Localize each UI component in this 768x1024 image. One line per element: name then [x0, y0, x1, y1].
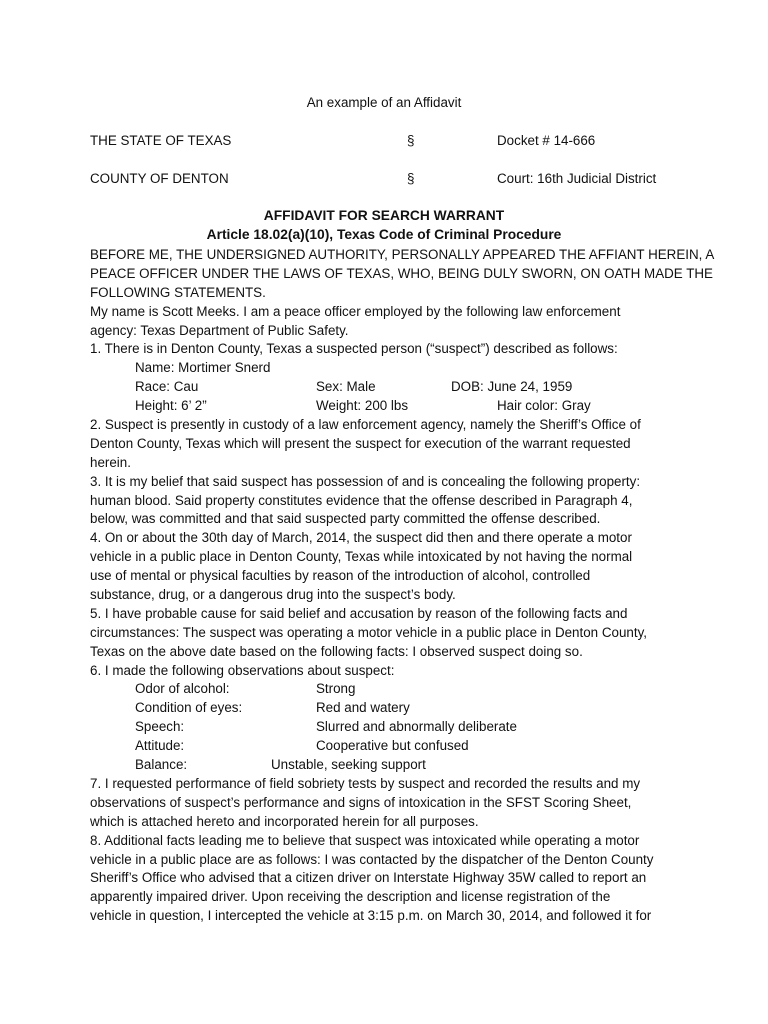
- body-line: vehicle in a public place are as follows: I was contacted by the dispatcher of the Denton County: [90, 851, 654, 867]
- body-line: vehicle in question, I intercepted the vehicle at 3:15 p.m. on March 30, 2014, and followed it for: [90, 908, 652, 924]
- observation-row: [90, 680, 690, 699]
- affidavit-subtitle: Article 18.02(a)(10), Texas Code of Criminal Procedure: [206, 227, 562, 242]
- body-line: which is attached hereto and incorporated herein for all purposes.: [90, 813, 479, 829]
- body-line: 7. I requested performance of field sobriety tests by suspect and recorded the results and my: [90, 775, 641, 791]
- body-line: agency: Texas Department of Public Safety.: [90, 322, 349, 338]
- observation-value: Cooperative but confused: [316, 738, 469, 754]
- court-name: Court: 16th Judicial District: [497, 171, 657, 186]
- body-line: Denton County, Texas which will present the suspect for execution of the warrant requested: [90, 435, 631, 451]
- suspect-hair: Hair color: Gray: [497, 398, 591, 414]
- observation-value: Unstable, seeking support: [271, 757, 426, 773]
- observation-label: Speech:: [135, 719, 185, 735]
- affidavit-title: AFFIDAVIT FOR SEARCH WARRANT: [263, 208, 505, 223]
- affidavit-body: [90, 246, 715, 926]
- suspect-name: Name: Mortimer Snerd: [135, 360, 271, 376]
- suspect-row: [90, 378, 690, 397]
- observation-row: [90, 756, 690, 775]
- county-label: COUNTY OF DENTON: [90, 171, 229, 186]
- suspect-race: Race: Cau: [135, 379, 199, 395]
- suspect-height: Height: 6’ 2”: [135, 398, 207, 414]
- body-line: vehicle in a public place in Denton County, Texas while intoxicated by not having the normal: [90, 549, 633, 565]
- observation-label: Balance:: [135, 757, 188, 773]
- suspect-sex: Sex: Male: [316, 379, 376, 395]
- docket-number: Docket # 14-666: [497, 133, 596, 148]
- observation-value: Red and watery: [316, 700, 410, 716]
- state-label: THE STATE OF TEXAS: [90, 133, 232, 148]
- observation-label: Odor of alcohol:: [135, 681, 230, 697]
- observation-label: Condition of eyes:: [135, 700, 243, 716]
- body-line: observations of suspect’s performance and signs of intoxication in the SFST Scoring Sheet,: [90, 794, 632, 810]
- observation-row: [90, 737, 690, 756]
- body-line: below, was committed and that said suspected party committed the offense described.: [90, 511, 601, 527]
- body-line: 4. On or about the 30th day of March, 2014, the suspect did then and there operate a motor: [90, 530, 632, 546]
- suspect-weight: Weight: 200 lbs: [316, 398, 409, 414]
- section-symbol: §: [407, 133, 415, 148]
- body-line: herein.: [90, 454, 131, 470]
- section-symbol: §: [407, 171, 415, 186]
- suspect-row: [90, 397, 690, 416]
- body-line: PEACE OFFICER UNDER THE LAWS OF TEXAS, WHO, BEING DULY SWORN, ON OATH MADE THE: [90, 265, 713, 281]
- observation-row: [90, 699, 690, 718]
- body-line: 2. Suspect is presently in custody of a law enforcement agency, namely the Sheriff’s Office of: [90, 417, 641, 433]
- body-line: Sheriff’s Office who advised that a citizen driver on Interstate Highway 35W called to report an: [90, 870, 647, 886]
- suspect-dob: DOB: June 24, 1959: [451, 379, 573, 395]
- body-line: 1. There is in Denton County, Texas a suspected person (“suspect”) described as follows:: [90, 341, 618, 357]
- body-line: Texas on the above date based on the following facts: I observed suspect doing so.: [90, 643, 583, 659]
- body-line: apparently impaired driver. Upon receiving the description and license registration of the: [90, 889, 611, 905]
- body-line: use of mental or physical faculties by reason of the introduction of alcohol, controlled: [90, 568, 591, 584]
- body-line: circumstances: The suspect was operating a motor vehicle in a public place in Denton County,: [90, 624, 647, 640]
- body-line: 8. Additional facts leading me to believe that suspect was intoxicated while operating a motor: [90, 832, 640, 848]
- body-line: 6. I made the following observations about suspect:: [90, 662, 395, 678]
- body-line: BEFORE ME, THE UNDERSIGNED AUTHORITY, PERSONALLY APPEARED THE AFFIANT HEREIN, A: [90, 247, 715, 262]
- body-line: My name is Scott Meeks. I am a peace officer employed by the following law enforcement: [90, 303, 621, 319]
- observation-value: Slurred and abnormally deliberate: [316, 719, 517, 735]
- observation-label: Attitude:: [135, 738, 185, 754]
- body-line: substance, drug, or a dangerous drug into the suspect’s body.: [90, 587, 456, 603]
- body-line: 5. I have probable cause for said belief and accusation by reason of the following facts and: [90, 605, 628, 621]
- observation-value: Strong: [316, 681, 356, 697]
- body-line: 3. It is my belief that said suspect has possession of and is concealing the following property:: [90, 473, 641, 489]
- observation-row: [90, 718, 690, 737]
- document-title: An example of an Affidavit: [306, 95, 462, 110]
- body-line: FOLLOWING STATEMENTS.: [90, 284, 266, 300]
- body-line: human blood. Said property constitutes evidence that the offense described in Paragraph 4,: [90, 492, 633, 508]
